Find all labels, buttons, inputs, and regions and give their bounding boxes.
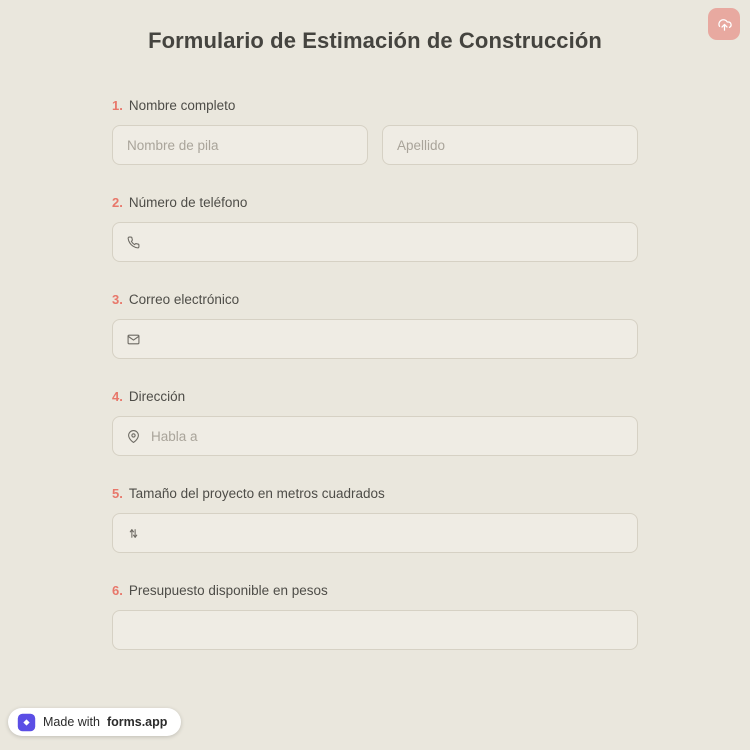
input-wrapper bbox=[112, 513, 638, 553]
question-text: Dirección bbox=[128, 389, 186, 404]
question-text: Número de teléfono bbox=[128, 195, 248, 210]
cloud-save-icon bbox=[717, 17, 732, 32]
question-item bbox=[112, 583, 638, 650]
question-text: Presupuesto disponible en pesos bbox=[128, 583, 328, 598]
field-row bbox=[112, 513, 638, 553]
brand-name: forms.app bbox=[106, 715, 168, 729]
budget-input[interactable] bbox=[112, 610, 638, 650]
input-wrapper bbox=[112, 222, 638, 262]
question-label bbox=[112, 583, 638, 598]
question-number: 6. bbox=[112, 583, 123, 598]
made-with-badge[interactable] bbox=[8, 708, 181, 736]
page-title: Formulario de Estimación de Construcción bbox=[148, 28, 602, 53]
question-number: 2. bbox=[112, 195, 123, 210]
last-name-input[interactable] bbox=[382, 125, 638, 165]
made-with-text: Made with bbox=[43, 715, 100, 729]
question-number: 1. bbox=[112, 98, 123, 113]
field-row bbox=[112, 222, 638, 262]
email-input[interactable] bbox=[112, 319, 638, 359]
question-label bbox=[112, 195, 638, 210]
question-list bbox=[0, 98, 750, 650]
question-text: Nombre completo bbox=[128, 98, 236, 113]
question-item bbox=[112, 98, 638, 165]
question-label bbox=[112, 486, 638, 501]
question-label bbox=[112, 389, 638, 404]
project-size-input[interactable] bbox=[112, 513, 638, 553]
input-wrapper bbox=[112, 416, 638, 456]
question-number: 3. bbox=[112, 292, 123, 307]
question-label bbox=[112, 292, 638, 307]
question-item bbox=[112, 486, 638, 553]
question-item bbox=[112, 292, 638, 359]
input-wrapper bbox=[112, 319, 638, 359]
question-text: Tamaño del proyecto en metros cuadrados bbox=[128, 486, 385, 501]
question-number: 5. bbox=[112, 486, 123, 501]
input-wrapper bbox=[382, 125, 638, 165]
address-input[interactable] bbox=[112, 416, 638, 456]
question-number: 4. bbox=[112, 389, 123, 404]
field-row bbox=[112, 416, 638, 456]
question-item bbox=[112, 389, 638, 456]
field-row bbox=[112, 125, 638, 165]
field-row bbox=[112, 319, 638, 359]
save-button[interactable] bbox=[708, 8, 740, 40]
question-label bbox=[112, 98, 638, 113]
formsapp-logo-icon bbox=[17, 713, 36, 732]
question-item bbox=[112, 195, 638, 262]
input-wrapper bbox=[112, 125, 368, 165]
input-wrapper bbox=[112, 610, 638, 650]
question-text: Correo electrónico bbox=[128, 292, 240, 307]
phone-input[interactable] bbox=[112, 222, 638, 262]
field-row bbox=[112, 610, 638, 650]
first-name-input[interactable] bbox=[112, 125, 368, 165]
